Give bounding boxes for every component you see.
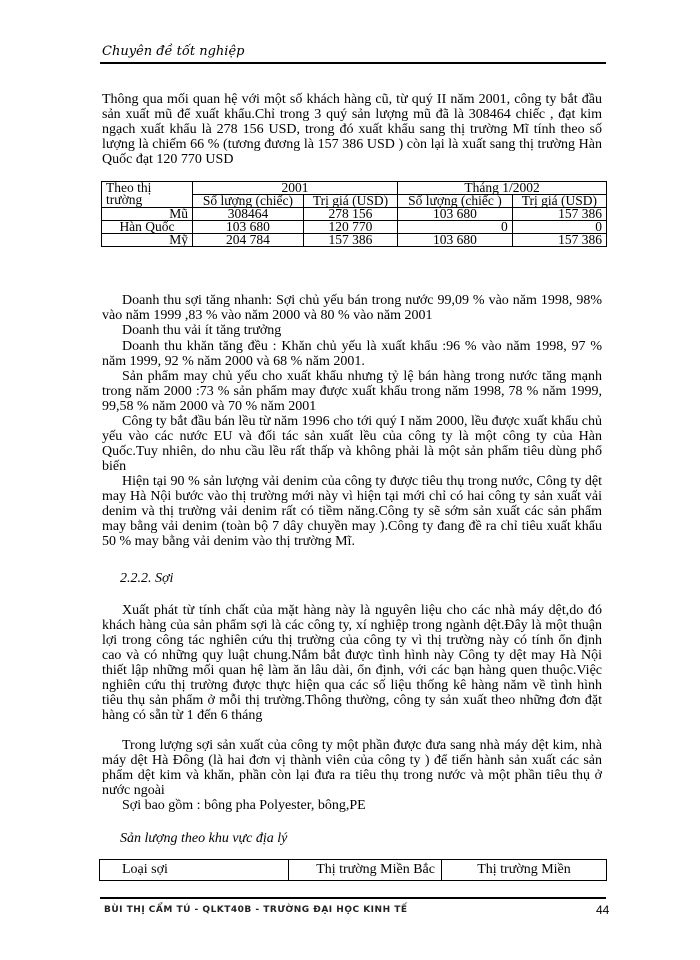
table-row	[102, 234, 607, 247]
yarn-output-table	[99, 859, 607, 881]
fabric-revenue-paragraph: Doanh thu vải ít tăng trưởng	[122, 323, 282, 338]
qty-2001-header: Số lượng (chiếc)	[193, 195, 304, 208]
value-2001-cell: 120 770	[303, 221, 397, 234]
qty-2001-cell: 204 784	[193, 234, 304, 247]
qty-2001-cell: 103 680	[193, 221, 304, 234]
footer-author-text: BÙI THỊ CẨM TÚ - QLKT40B - TRƯỜNG ĐẠI HỌC KINH TẾ	[104, 905, 408, 915]
header-rule	[100, 62, 606, 64]
table-row	[100, 860, 607, 881]
output-by-region-heading: Sản lượng theo khu vực địa lý	[120, 831, 288, 846]
footer-rule	[100, 897, 606, 899]
yarn-revenue-paragraph: Doanh thu sợi tăng nhanh: Sợi chủ yếu bán trong nước 99,09 % vào năm 1998, 98% vào năm 1999 ,83 % vào năm 2000 và 80 % vào năm 2001	[102, 293, 602, 323]
value-2002-cell: 157 386	[512, 208, 606, 221]
month-2002-header: Tháng 1/2002	[398, 182, 607, 195]
qty-2002-header: Số lượng (chiếc )	[398, 195, 513, 208]
col-market-header: Theo thị trường	[102, 182, 193, 208]
section-heading-yarn: 2.2.2. Sợi	[120, 571, 174, 586]
qty-2001-cell: 308464	[193, 208, 304, 221]
value-2001-header: Trị giá (USD)	[303, 195, 397, 208]
hat-export-table	[101, 181, 607, 247]
yarn-market-paragraph: Xuất phát từ tính chất của mặt hàng này là nguyên liệu cho các nhà máy dệt,do đó khách hàng của sản phẩm sợi là các công ty, xí nghiệp trong ngành dệt.Đây là một thuận lợi trong công tác nghiên cứu thị trường của công ty vì thị trường này có tính ổn định cao và có những quy luật chung.Nắm bắt được tình hình này Công ty dệt may Hà Nội thiết lập những mối quan hệ làm ăn lâu dài, ổn định, với các bạn hàng quen thuộc.Việc nghiên cứu thị trường được thực hiện qua các số liệu thống kê hàng năm về tình hình tiêu thụ sản phẩm ở mỗi thị trường.Thông thường, công ty sản xuất theo những đơn đặt hàng có sẵn từ 1 đến 6 tháng	[102, 603, 602, 723]
value-2002-header: Trị giá (USD)	[512, 195, 606, 208]
denim-paragraph: Hiện tại 90 % sản lượng vải denim của công ty được tiêu thụ trong nước, Công ty dệt may Hà Nội bước vào thị trường mới này vì hiện tại mới chỉ có hai công ty sản xuất vải denim và thị trường vải denim rất có tiềm năng.Công ty sẽ sớm sản xuất các sản phẩm may bằng vải denim (toàn bộ 7 dây chuyền may ).Công ty đang đề ra chỉ tiêu xuất khẩu 50 % may bằng vải denim vào thị trường Mĩ.	[102, 474, 602, 549]
market-cell: Mũ	[102, 208, 193, 221]
northern-market-header: Thị trường Miền Bắc	[289, 860, 442, 881]
value-2002-cell: 0	[512, 221, 606, 234]
value-2002-cell: 157 386	[512, 234, 606, 247]
qty-2002-cell: 103 680	[398, 234, 513, 247]
market-cell: Hàn Quốc	[102, 221, 193, 234]
yarn-output-paragraph: Trong lượng sợi sản xuất của công ty một phần được đưa sang nhà máy dệt kim, nhà máy dệt Hà Đông (là hai đơn vị thành viên của công ty ) để tiến hành sản xuất các sản phẩm dệt kim và khăn, phần còn lại đưa ra tiêu thụ trong nước và một phần tiêu thụ ở nước ngoài	[102, 738, 602, 798]
garment-paragraph: Sản phẩm may chủ yếu cho xuất khẩu nhưng tỷ lệ bán hàng trong nước tăng mạnh trong năm 2000 :73 % sản phẩm may được xuất khẩu trong năm 1998, 78 % năm 1999, 99,58 % năm 2000 và 70 % năm 2001	[102, 369, 602, 414]
tent-paragraph: Công ty bắt đầu bán lều từ năm 1996 cho tới quý I năm 2000, lều được xuất khẩu chủ yếu vào các nước EU và đối tác sản xuất lều của công ty là một công ty của Hàn Quốc.Tuy nhiên, do nhu cầu lều rất thấp và không phải là một sản phẩm tiêu dùng phổ biến	[102, 414, 602, 474]
market-region-header: Thị trường Miền	[442, 860, 607, 881]
qty-2002-cell: 103 680	[398, 208, 513, 221]
qty-2002-cell: 0	[398, 221, 513, 234]
yarn-type-header: Loại sợi	[100, 860, 289, 881]
value-2001-cell: 157 386	[303, 234, 397, 247]
year-2001-header: 2001	[193, 182, 398, 195]
page-number: 44	[596, 903, 610, 917]
market-cell: Mỹ	[102, 234, 193, 247]
document-header-title: Chuyên đề tốt nghiệp	[102, 44, 245, 59]
intro-paragraph: Thông qua mối quan hệ với một số khách hàng cũ, từ quý II năm 2001, công ty bắt đầu sản xuất mũ để xuất khẩu.Chỉ trong 3 quý sản lượng mũ đã là 308464 chiếc , đạt kim ngạch xuất khẩu là 278 156 USD, trong đó xuất khẩu sang thị trường Mĩ tính theo số lượng là chiếm 66 % (tương đương là 157 386 USD ) còn lại là xuất sang thị trường Hàn Quốc đạt 120 770 USD	[102, 92, 602, 167]
towel-revenue-paragraph: Doanh thu khăn tăng đều : Khăn chủ yếu là xuất khẩu :96 % vào năm 1998, 97 % năm 1999, 92 % năm 2000 và 68 % năm 2001.	[102, 339, 602, 369]
yarn-types-paragraph: Sợi bao gồm : bông pha Polyester, bông,PE	[122, 798, 366, 813]
value-2001-cell: 278 156	[303, 208, 397, 221]
